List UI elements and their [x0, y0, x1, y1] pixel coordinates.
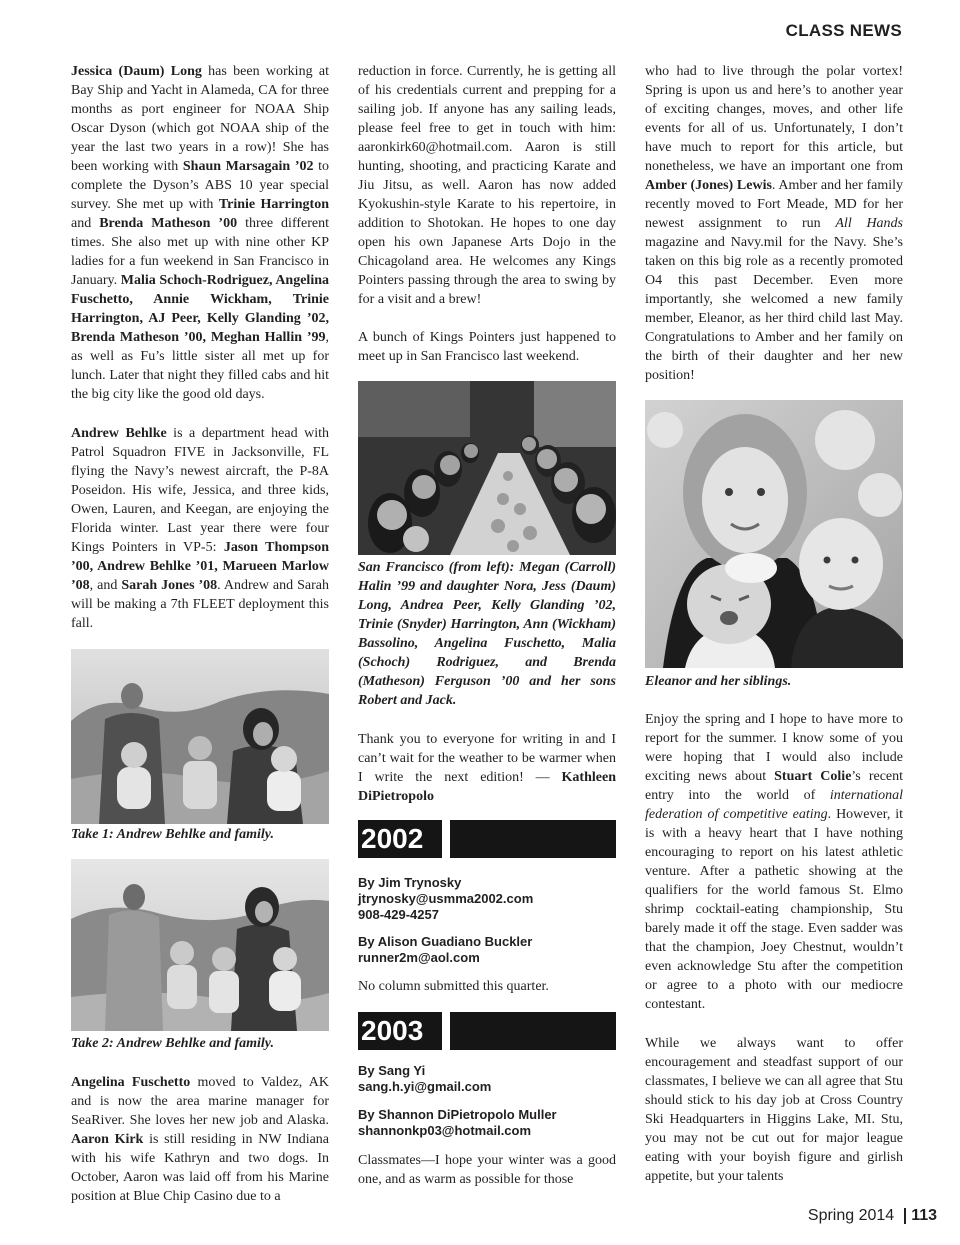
bold-name: Trinie Harrington: [218, 197, 329, 212]
class-2002-body: No column submitted this quarter.: [358, 979, 549, 994]
bold-name: Shaun Marsagain ’02: [182, 159, 314, 174]
correspondent-name: By Alison Guadiano Buckler: [358, 934, 533, 949]
photo-san-francisco-group: [358, 381, 616, 555]
text-run: . Amber and her family recently moved to Fort Meade, MD for her newest assignment to run: [645, 178, 903, 231]
correspondent-block: [358, 1107, 616, 1139]
photo-behlke-family-take-1: [71, 649, 329, 824]
back-wall: [358, 381, 470, 437]
photo-behlke-family-take-2: [71, 859, 329, 1031]
beach-family-image: [71, 649, 329, 824]
page-number: 113: [904, 1208, 937, 1224]
banner-gap: [442, 1012, 450, 1050]
window: [534, 381, 616, 447]
photo-caption: San Francisco (from left): Megan (Carroll) Halin ’99 and daughter Nora, Jess (Daum) Long, Andrea Peer, Kelly Glanding ’02, Trinie (Snyder) Harrington, Ann (Wickham) Bassolino, Angelina Fuschetto, Malia (Schoch) Rodriguez, and Brenda (Matheson) Ferguson ’00 and her sons Robert and Jack.: [358, 560, 616, 708]
paragraph-aaron-kirk-continued: [358, 62, 616, 309]
correspondent-email: jtrynosky@usmma2002.com: [358, 891, 534, 906]
text-run: . Andrew and Sarah will be making a 7th FLEET deployment this fall.: [71, 578, 329, 631]
correspondent-name: By Sang Yi: [358, 1063, 426, 1078]
text-run: is still residing in NW Indiana with his wife Kathryn and two dogs. In October, Aaron was laid off from his Marine position at Blue Chip Casino due to a: [71, 1132, 330, 1204]
bold-name: Stuart Colie: [774, 769, 852, 784]
text-run: Enjoy the spring and I hope to have more to report for the summer. I know some of you were hoping that I would also include exciting news about: [645, 712, 903, 784]
text-run: A bunch of Kings Pointers just happened to meet up in San Francisco last weekend.: [358, 330, 616, 364]
text-run: is a department head with Patrol Squadron FIVE in Jacksonville, FL flying the Navy’s newest aircraft, the P-8A Poseidon. His wife, Jessica, and three kids, Owen, Lauren, and Keegan, are enjoying the Florida winter. Last year there were four Kings Pointers in VP-5:: [71, 426, 329, 555]
bold-name: Brenda Matheson ’00: [99, 216, 238, 231]
banner-bar: [450, 1012, 616, 1050]
child-figure: [167, 941, 197, 1009]
correspondent-block: [358, 1063, 616, 1095]
correspondent-email: shannonkp03@hotmail.com: [358, 1123, 532, 1138]
banner-gap: [442, 820, 450, 858]
text-run: ’s recent entry into the world of: [645, 769, 904, 803]
paragraph-san-francisco: [358, 328, 616, 366]
bold-name: Amber (Jones) Lewis: [645, 178, 772, 193]
paragraph-amber-lewis: [645, 62, 903, 385]
page-footer: [808, 1206, 937, 1226]
correspondent-name: By Jim Trynosky: [358, 875, 462, 890]
bold-name: Jessica (Daum) Long: [71, 64, 202, 79]
text-run: magazine and Navy.mil for the Navy. She’s taken on this big role as a recently promoted O4 this past December. Even more importantly, she welcomed a new family member, Eleanor, as her third child last May. Congratulations to Amber and her family on the birth of their daughter and her new position!: [645, 235, 903, 383]
bold-name: Malia Schoch-Rodriguez, Angelina Fuschetto, Annie Wickham, Trinie Harrington, AJ Peer, Kelly Glanding ’02, Brenda Matheson ’00, Meghan Hallin ’99: [71, 273, 329, 345]
correspondent-name: By Shannon DiPietropolo Muller: [358, 1107, 557, 1122]
text-run: and: [71, 216, 100, 231]
text-run: who had to live through the polar vortex! Spring is upon us and here’s to another year of exciting changes, moves, and other life events for all of us. Unfortunately, I don’t have much to report for this article, but nonetheless, we have an important one from: [645, 64, 903, 174]
bold-name: Aaron Kirk: [71, 1132, 144, 1147]
text-run: reduction in force. Currently, he is getting all of his credentials current and prepping for a sailing job. If anyone has any sailing leads, please feel free to get in touch with him: aaronkirk60@hotmail.com. Aaron is still hunting, shooting, and practicing Karate and Jiu Jitsu, as well. Aaron has now added Kyokushin-style Karate to his repertoire, in addition to Shotokan. He hopes to one day open his own Japanese Arts Dojo in the Chicagoland area. He welcomes any Kings Pointers passing through the area to swing by for a visit and a brew!: [358, 64, 616, 307]
class-year-label: 2003: [358, 1012, 442, 1050]
class-year-banner-2003: [358, 1012, 616, 1050]
bold-name: Kathleen DiPietropolo: [358, 770, 616, 804]
photo-eleanor-siblings: [645, 400, 903, 668]
paragraph-sign-off: [358, 730, 616, 806]
photo-caption: Take 1: Andrew Behlke and family.: [71, 827, 274, 842]
column-right: [645, 62, 903, 1186]
issue-label: Spring 2014: [807, 1207, 895, 1224]
paragraph-fuschetto-kirk: [71, 1073, 329, 1206]
bold-name: Sarah Jones ’08: [121, 578, 218, 593]
class-year-banner-2002: [358, 820, 616, 858]
paragraph-stuart-colie: [645, 710, 903, 1014]
correspondent-phone: 908-429-4257: [358, 907, 439, 922]
column-left: [71, 62, 329, 1206]
class-2003-body: Classmates—I hope your winter was a good one, and as warm as possible for those: [358, 1153, 616, 1187]
children-portrait-image: [645, 400, 903, 668]
child-figure: [183, 736, 217, 809]
class-year-label: 2002: [358, 820, 442, 858]
text-run: moved to Valdez, AK and is now the area marine manager for SeaRiver. She loves her new job and Alaska.: [71, 1075, 330, 1128]
photo-caption: Eleanor and her siblings.: [645, 674, 792, 689]
correspondent-email: sang.h.yi@gmail.com: [358, 1079, 492, 1094]
bold-name: Andrew Behlke: [71, 426, 167, 441]
text-run: has been working at Bay Ship and Yacht in Alameda, CA for three months as port engineer for NOAA Ship Oscar Dyson (which got NOAA ship of the year the last two years in a row)! She has been working with: [71, 64, 329, 174]
paragraph-andrew-behlke: [71, 424, 329, 633]
section-title: CLASS NEWS: [785, 21, 902, 40]
column-middle: [358, 62, 616, 1189]
correspondent-block: [358, 875, 616, 923]
correspondent-block: [358, 934, 616, 966]
beach-family-image: [71, 859, 329, 1031]
text-run: to complete the Dyson’s ABS 10 year special survey. She met up with: [71, 159, 330, 212]
italic-title: international federation of competitive eating: [645, 788, 903, 822]
text-run: , and: [89, 578, 122, 593]
restaurant-group-image: [358, 381, 616, 555]
text-run: , as well as Fu’s little sister all met up for lunch. Later that night they filled cabs and hit the big city like the good old days.: [71, 330, 329, 402]
photo-caption: Take 2: Andrew Behlke and family.: [71, 1036, 274, 1051]
text-run: . However, it is with a heavy heart that I have nothing encouraging to report on his latest athletic venture. After a pathetic showing at the qualifiers for the world famous St. Elmo shrimp cocktail-eating championship, Stu barely made it off the stage. Even sadder was that the champion, Joey Chestnut, wouldn’t even acknowledge Stu after the competition or agree to a photo with our mediocre contestant.: [645, 807, 904, 1012]
paragraph-stu-day-job: [645, 1034, 903, 1186]
child-figure: [209, 947, 239, 1013]
text-run: While we always want to offer encouragement and steadfast support of our classmates, I believe we can all agree that Stu should stick to his day job at Cross Country Ski Headquarters in Higgins Lake, MI. Stu, you may not be cut out for major league eating with your boyish figure and girlish appetite, but your talents: [645, 1036, 903, 1184]
correspondent-email: runner2m@aol.com: [358, 950, 480, 965]
italic-title: All Hands: [835, 216, 904, 231]
text-run: three different times. She also met up with nine other KP ladies for a fun weekend in San Francisco in January.: [71, 216, 329, 288]
baby-figure: [117, 742, 151, 809]
banner-bar: [450, 820, 616, 858]
text-run: Thank you to everyone for writing in and I can’t wait for the weather to be warmer when I write the next edition! —: [358, 732, 616, 785]
paragraph-jessica-long: [71, 62, 329, 404]
toddler-figure: [267, 746, 301, 811]
bold-name: Jason Thompson ’00, Andrew Behlke ’01, Marueen Marlow ’08: [71, 540, 329, 593]
baby-figure: [269, 947, 301, 1011]
bold-name: Angelina Fuschetto: [71, 1075, 191, 1090]
